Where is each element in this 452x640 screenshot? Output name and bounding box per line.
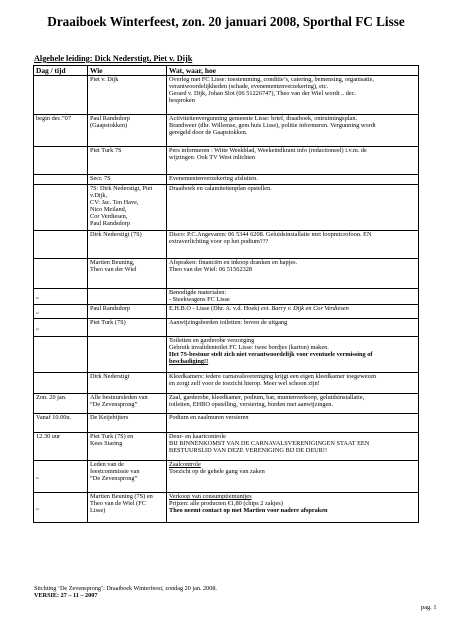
cell-when: „ xyxy=(34,319,88,337)
cell-what: Podium en zaalmuren versieren xyxy=(167,414,419,433)
table-row xyxy=(34,373,419,394)
table-row xyxy=(34,433,419,461)
cell-what: Zaalcontrole Toezicht op de gehele gang van zaken xyxy=(167,461,419,493)
table-row xyxy=(34,305,419,319)
table-row xyxy=(34,394,419,414)
cell-when xyxy=(34,175,88,185)
cell-who: Dirk Nederstigt (7S) xyxy=(88,231,167,259)
cell-when: „ xyxy=(34,493,88,523)
cell-when xyxy=(34,147,88,175)
cell-what: Benodigde materialen: - Steekwagens FC Lisse xyxy=(167,289,419,305)
page-footer xyxy=(34,585,217,599)
footer-caption: Stichting ‘De Zevensprong’: Draaiboek Winterfeest, zondag 20 jan. 2008. xyxy=(34,585,217,592)
cell-who: Piet Turk (7S) en Kees Staring xyxy=(88,433,167,461)
table-row xyxy=(34,115,419,147)
cell-when: Zon. 20 jan. xyxy=(34,394,88,414)
document-title: Draaiboek Winterfeest, zon. 20 januari 2008, Sporthal FC Lisse xyxy=(47,14,405,29)
table-row xyxy=(34,175,419,185)
cell-what: Verkoop van consumptiemuntjes Prijzen: alle producten €1,80 (chips 2 zakjes) Theo neemt contact op met Martien voor nadere afspraken xyxy=(167,493,419,523)
header-when: Dag / tijd xyxy=(34,66,88,76)
cell-who: Secr. 7S xyxy=(88,175,167,185)
table-row xyxy=(34,289,419,305)
cell-who: 7S: Dirk Nederstigt, Piet v.Dijk, CV: Jac. Ten Have, Nico Meiland, Cor Verdiesen, Paul Randsdorp xyxy=(88,185,167,231)
cell-what: Evenementenverzekering afsluiten. xyxy=(167,175,419,185)
table-row xyxy=(34,414,419,433)
cell-when: „ xyxy=(34,289,88,305)
cell-who: Paul Randsdorp xyxy=(88,305,167,319)
table-row xyxy=(34,461,419,493)
cell-who: Piet v. Dijk xyxy=(88,76,167,115)
document-subtitle: Algehele leiding: Dick Nederstigt, Piet v. Dijk xyxy=(34,54,193,63)
cell-what: Activiteitenvergunning gemeente Lisse: brief, draaiboek, ontruimingsplan. Brandweer (dhr. Willemse, gem huis Lisse), politie informeren. Vergunning wordt geregeld door de Gaapstokken. xyxy=(167,115,419,147)
cell-what: Afspraken: financiën en inkoop dranken en hapjes. Theo van der Wiel: 06 51562328 xyxy=(167,259,419,289)
table-row xyxy=(34,319,419,337)
cell-who: Martien Beuning, Theo van der Wiel xyxy=(88,259,167,289)
cell-who: Piet Turk 7S xyxy=(88,147,167,175)
cell-when xyxy=(34,76,88,115)
cell-when: „ xyxy=(34,305,88,319)
cell-what: Aanwijzingsborden toiletten: boven de uitgang xyxy=(167,319,419,337)
schedule-table xyxy=(33,65,419,523)
cell-when: begin dec.”07 xyxy=(34,115,88,147)
table-header-row xyxy=(34,66,419,76)
cell-what: E.H.B.O - Lisse (Dhr. A. v.d. Hoek) evt. Barry v. Dijk en Cor Verdiesen xyxy=(167,305,419,319)
cell-who: De Keijebijters xyxy=(88,414,167,433)
cell-who: Leden van de feestcommissie van “De Zevensprong” xyxy=(88,461,167,493)
cell-who: Paul Randsdorp (Gaapstokken) xyxy=(88,115,167,147)
table-row xyxy=(34,185,419,231)
cell-when xyxy=(34,185,88,231)
cell-what: Toiletten en garderobe verzorging Gebruik invalidentoilet FC Lisse: twee bordjes (karton) maken. Het 7S-bestuur stelt zich niet verantwoordelijk voor eventuele vermissing of beschadiging!! xyxy=(167,337,419,373)
table-row xyxy=(34,147,419,175)
cell-when xyxy=(34,231,88,259)
cell-who xyxy=(88,337,167,373)
table-row xyxy=(34,231,419,259)
table-row xyxy=(34,493,419,523)
cell-who: Piet Turk (7S) xyxy=(88,319,167,337)
cell-what: Zaal, garderobe, kleedkamer, podium, bar, muntenverkoop, geluidsinstallatie, toiletten, EHBO opstelling, versiering, borden met aanwijzingen. xyxy=(167,394,419,414)
cell-what: Pers informeren : Witte Weekblad, Weekeindkrant info (redactioneel) i.v.m. de wijzingen. Ook TV West inlichten xyxy=(167,147,419,175)
cell-who: Martien Beuning (7S) en Theo van de Wiel (FC Lisse) xyxy=(88,493,167,523)
cell-when xyxy=(34,259,88,289)
cell-what: Draaiboek en calamiteitenplan opstellen. xyxy=(167,185,419,231)
cell-what: Deur- en kaartcontrole BIJ BINNENKOMST VAN DE CARNAVALSVERENIGINGEN STAAT EEN BESTUURSLID VAN DEZE VERENIGING BIJ DE DEUR!! xyxy=(167,433,419,461)
cell-what: Overleg met FC Lisse: toestemming, conditie’s, catering, bemensing, organisatie, verantwoordelijkheden (schade, evenementenverzekering), etc. Gerard v. Dijk, Johan Slot (06 51226747), Theo van der Wiel wordt .. dec. besproken xyxy=(167,76,419,115)
cell-who: Dirk Nederstigt xyxy=(88,373,167,394)
table-row xyxy=(34,76,419,115)
cell-who xyxy=(88,289,167,305)
cell-what: Disco: P.C.Angevaren: 06 5344 6208. Geluidsinstallatie met loopmicrofoon. EN extraverlichting voor op het podium??? xyxy=(167,231,419,259)
cell-when: „ xyxy=(34,461,88,493)
footer-version: VERSIE: 27 – 11 – 2007 xyxy=(34,592,98,600)
cell-who: Alle bestuursleden van “De Zevensprong” xyxy=(88,394,167,414)
header-what: Wat, waar, hoe xyxy=(167,66,419,76)
table-row xyxy=(34,337,419,373)
header-who: Wie xyxy=(88,66,167,76)
cell-when: 12.30 uur xyxy=(34,433,88,461)
cell-what: Kleedkamers: iedere carnavalsvereniging krijgt een eigen kleedkamer toegewezen en zorgt zelf voor de toezicht hierop. Meer wel schoon zijn! xyxy=(167,373,419,394)
cell-when xyxy=(34,373,88,394)
cell-when: Vanaf 10.00u. xyxy=(34,414,88,433)
page-number: pag. 1 xyxy=(421,604,437,611)
table-row xyxy=(34,259,419,289)
cell-when xyxy=(34,337,88,373)
